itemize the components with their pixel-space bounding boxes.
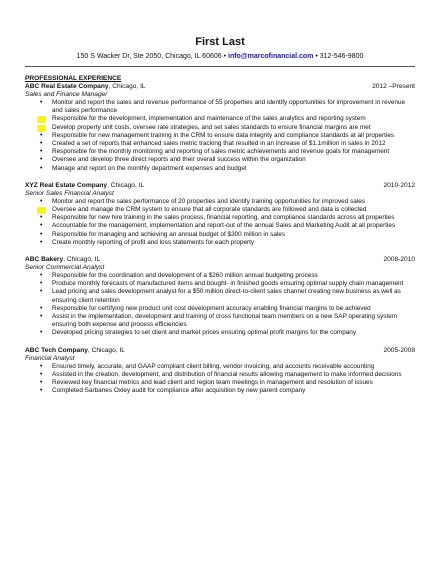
job-role: Financial Analyst	[25, 354, 75, 362]
bullet-text: Completed Sarbanes Oxley audit for compliance after acquisition by new parent company	[52, 387, 306, 395]
bullet-text: Manage and report on the monthly department expenses and budget	[52, 164, 247, 172]
bullet-list	[25, 363, 415, 396]
bullet-text: Responsible for certifying new product unit cost development accuracy enabling financial margins to be achieved	[52, 304, 371, 312]
bullet-item	[25, 222, 415, 230]
bullet-item	[25, 156, 415, 164]
job-company-line	[25, 83, 146, 91]
job-header	[25, 83, 415, 91]
bullet-text: Monitor and report the sales performance of 20 properties and identify training opportunities for improved sales	[52, 197, 365, 205]
company-name: ABC Bakery	[25, 256, 64, 264]
bullet-item	[25, 239, 415, 247]
bullet-text: Responsible for the development, implementation and maintenance of the sales analytics and reporting system	[52, 115, 366, 123]
bullet-item	[25, 313, 415, 329]
email-link[interactable]: info@marcofinancial.com	[228, 53, 314, 60]
job-role: Sales and Finance Manager	[25, 91, 108, 98]
bullet-text: Assisted in the creation, development, and distribution of financial results allowing management to make informed decisions	[52, 370, 402, 378]
job-header	[25, 256, 415, 264]
bullet-text: Ensured timely, accurate, and GAAP compliant client billing, vendor invoicing, and accounts receivable accounting	[52, 362, 375, 370]
resume-page	[25, 0, 415, 404]
bullet-item	[25, 387, 415, 395]
bullet-text: Created a set of reports that enhanced sales metric tracking that resulted in an increase of $1.1million in sales in 2012	[52, 140, 386, 148]
contact-line	[25, 52, 415, 61]
bullet-item	[25, 305, 415, 313]
job-entry	[25, 182, 415, 247]
job-header	[25, 182, 415, 190]
job-header	[25, 347, 415, 355]
bullet-text: Develop property unit costs, oversee rate strategies, and set sales standards to ensure financial margins are met	[52, 123, 371, 131]
job-role: Senior Sales Financial Analyst	[25, 189, 114, 197]
bullet-item-highlighted	[25, 124, 415, 132]
company-location: , Chicago, IL	[87, 346, 125, 354]
bullet-text: Responsible for managing and achieving an annual budget of $300 million in sales	[52, 230, 286, 238]
bullet-text: Responsible for the monthly monitoring and reporting of sales metric achievements and revenue goals for management	[52, 148, 390, 156]
company-location: , Chicago, IL	[63, 256, 101, 264]
bullet-list	[25, 99, 415, 173]
job-company-line	[25, 256, 100, 264]
company-name: ABC Real Estate Company	[25, 83, 109, 90]
highlight-mark	[37, 116, 46, 123]
bullet-item	[25, 198, 415, 206]
highlight-mark	[37, 207, 46, 214]
header-divider	[25, 66, 415, 67]
bullet-item	[25, 329, 415, 337]
bullet-item	[25, 165, 415, 173]
bullet-item	[25, 99, 415, 115]
phone-text: • 312-546-9800	[315, 53, 364, 60]
address-text: 150 S Wacker Dr, Ste 2050, Chicago, IL 60606 •	[76, 53, 227, 60]
bullet-item	[25, 140, 415, 148]
job-entry	[25, 83, 415, 173]
bullet-text: Responsible for the coordination and development of a $260 million annual budgeting process	[52, 272, 318, 280]
resume-name: First Last	[195, 36, 245, 48]
bullet-text: Monitor and report the sales and revenue performance of 55 properties and identify opportunities for improvement in revenue and sales performance	[52, 99, 406, 115]
bullet-text: Developed pricing strategies to set client and market prices ensuring optimal profit margins for the company	[52, 329, 357, 337]
bullet-text: Lead pricing and sales development analyst for a $50 million direct-to-client sales channel creating new business as well as ensuring client retention	[52, 288, 401, 304]
bullet-list	[25, 272, 415, 338]
bullet-text: Produce monthly forecasts of manufactured items and bought- in finished goods ensuring optimal supply chain management	[52, 280, 404, 288]
section-title-experience: PROFESSIONAL EXPERIENCE	[25, 75, 122, 82]
job-role: Senior Commercial Analyst	[25, 264, 105, 272]
company-location: , Chicago, IL	[108, 83, 146, 90]
job-dates: 2010-2012	[383, 181, 415, 189]
highlight-mark	[37, 125, 46, 132]
bullet-text: Oversee and develop three direct reports and their overall success within the organization	[52, 156, 306, 164]
job-company-line	[25, 182, 144, 190]
bullet-item	[25, 132, 415, 140]
bullet-item	[25, 363, 415, 371]
bullet-list	[25, 198, 415, 247]
bullet-item	[25, 231, 415, 239]
bullet-item-highlighted	[25, 115, 415, 123]
bullet-text: Assist in the implementation, development and training of cross functional team members on a new SAP operating system ensuring both expense and process efficiencies	[52, 313, 398, 329]
bullet-text: Create monthly reporting of profit and loss statements for each property	[52, 238, 255, 246]
job-dates: 2008-2010	[383, 256, 415, 264]
bullet-item	[25, 288, 415, 304]
job-entry	[25, 256, 415, 338]
bullet-text: Accountable for the management, implementation and report-out of the annual Sales and Marketing Audit at all properties	[52, 222, 396, 230]
bullet-text: Reviewed key financial metrics and lead client and region team meetings in management and resolution of issues	[52, 379, 373, 387]
bullet-item-highlighted	[25, 206, 415, 214]
bullet-text: Responsible for new management training in the CRM to ensure data integrity and compliance standards at all properties	[52, 131, 395, 139]
company-name: ABC Tech Company	[25, 346, 88, 354]
job-dates: 2012 –Present	[372, 83, 415, 90]
bullet-text: Responsible for new hire training in the sales process, financial reporting, and compliance standards across all properties	[52, 214, 395, 222]
job-dates: 2005-2008	[383, 346, 415, 354]
company-name: XYZ Real Estate Company	[25, 181, 108, 189]
bullet-item	[25, 371, 415, 379]
job-entry	[25, 347, 415, 396]
job-company-line	[25, 347, 125, 355]
company-location: , Chicago, IL	[107, 181, 145, 189]
bullet-text: Oversee and manage the CRM system to ensure that all corporate standards are followed and data is collected	[52, 206, 367, 214]
